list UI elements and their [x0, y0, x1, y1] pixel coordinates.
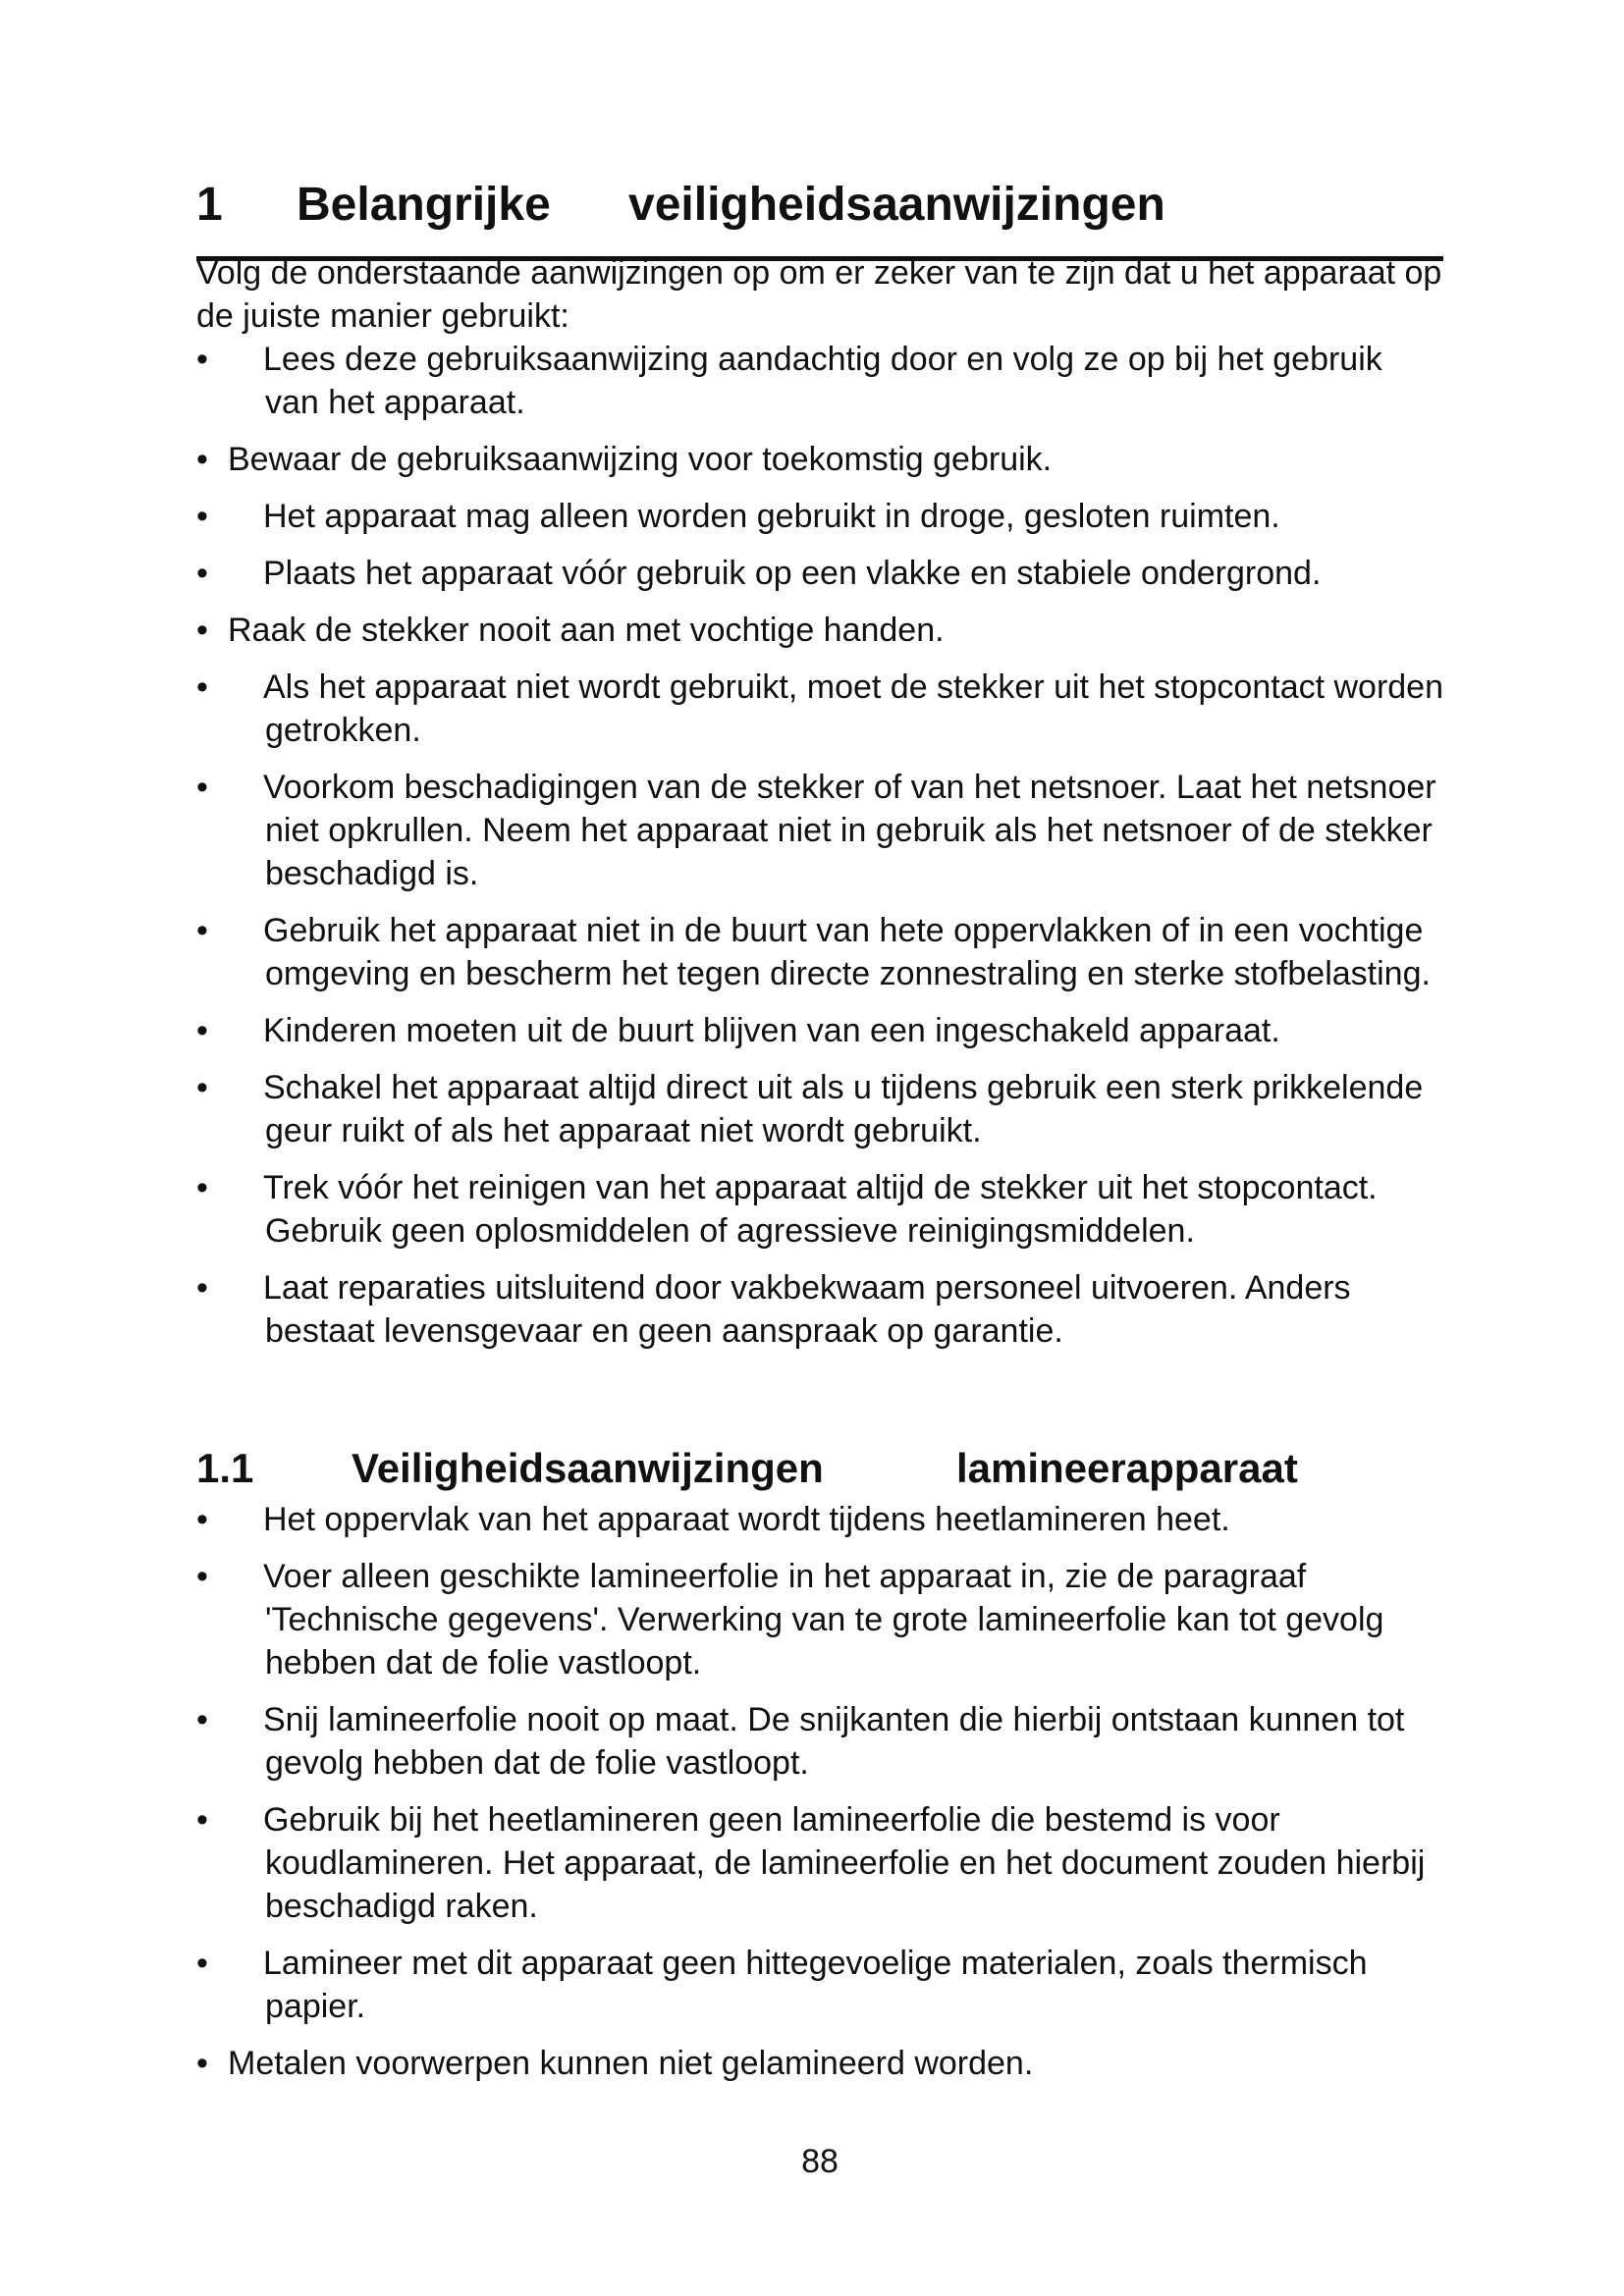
- list-item-text: Het apparaat mag alleen worden gebruikt in droge, gesloten ruimten.: [263, 498, 1280, 535]
- list-item-text: Als het apparaat niet wordt gebruikt, moet de stekker uit het stopcontact worden getrokken.: [263, 668, 1444, 749]
- list-item-text: Lamineer met dit apparaat geen hittegevoelige materialen, zoals thermisch papier.: [263, 1945, 1368, 2025]
- bullet-icon: •: [196, 668, 208, 706]
- list-item: [196, 1498, 1443, 1541]
- subsection-title-word-2: lamineerapparaat: [956, 1445, 1298, 1491]
- list-item: [196, 552, 1443, 595]
- list-item: [196, 1066, 1443, 1152]
- list-item-text: Gebruik bij het heetlamineren geen lamineerfolie die bestemd is voor koudlamineren. Het apparaat, de lamineerfolie en het document zouden hierbij beschadigd raken.: [263, 1801, 1426, 1925]
- laminator-safety-list: [196, 1498, 1443, 2085]
- subsection-title-word-1: Veiligheidsaanwijzingen: [352, 1445, 824, 1491]
- bullet-icon: •: [196, 1269, 208, 1307]
- list-item: [196, 495, 1443, 538]
- bullet-icon: •: [196, 912, 208, 949]
- list-item-text: Bewaar de gebruiksaanwijzing voor toekomstig gebruik.: [228, 441, 1053, 478]
- subsection-number: 1.1: [196, 1445, 254, 1491]
- list-item: [196, 438, 1443, 481]
- bullet-icon: •: [196, 1558, 208, 1595]
- list-item-text: Laat reparaties uitsluitend door vakbekwaam personeel uitvoeren. Anders bestaat levensgevaar en geen aanspraak op garantie.: [263, 1269, 1351, 1350]
- list-item: [196, 1942, 1443, 2028]
- list-item-text: Raak de stekker nooit aan met vochtige handen.: [228, 612, 945, 649]
- bullet-icon: •: [196, 498, 208, 535]
- list-item: [196, 2042, 1443, 2085]
- bullet-icon: •: [196, 341, 208, 378]
- section-title-word-1: Belangrijke: [297, 179, 551, 231]
- list-item-text: Het oppervlak van het apparaat wordt tijdens heetlamineren heet.: [263, 1501, 1230, 1538]
- intro-paragraph: Volg de onderstaande aanwijzingen op om er zeker van te zijn dat u het apparaat op de juiste manier gebruikt:: [196, 254, 1442, 335]
- section-number: 1: [196, 179, 223, 231]
- list-item-text: Snij lamineerfolie nooit op maat. De snijkanten die hierbij ontstaan kunnen tot gevolg hebben dat de folie vastloopt.: [263, 1701, 1405, 1782]
- section-title-word-2: veiligheidsaanwijzingen: [628, 179, 1165, 231]
- bullet-icon: •: [196, 555, 208, 592]
- list-item-text: Trek vóór het reinigen van het apparaat altijd de stekker uit het stopcontact. Gebruik geen oplosmiddelen of agressieve reinigingsmiddelen.: [263, 1169, 1378, 1250]
- list-item-text: Voer alleen geschikte lamineerfolie in het apparaat in, zie de paragraaf 'Technische gegevens'. Verwerking van te grote lamineerfolie kan tot gevolg hebben dat de folie vastloopt.: [263, 1558, 1384, 1682]
- list-item: [196, 1555, 1443, 1684]
- bullet-icon: •: [196, 1945, 208, 1982]
- bullet-icon: •: [196, 1801, 208, 1839]
- list-item: [196, 1698, 1443, 1785]
- list-item: [196, 1266, 1443, 1353]
- list-item: [196, 609, 1443, 652]
- list-item-text: Voorkom beschadigingen van de stekker of van het netsnoer. Laat het netsnoer niet opkrullen. Neem het apparaat niet in gebruik als het netsnoer of de stekker beschadigd is.: [263, 769, 1436, 892]
- list-item-text: Lees deze gebruiksaanwijzing aandachtig door en volg ze op bij het gebruik van het apparaat.: [263, 341, 1382, 421]
- bullet-icon: •: [196, 1701, 208, 1738]
- list-item-text: Gebruik het apparaat niet in de buurt van hete oppervlakken of in een vochtige omgeving en bescherm het tegen directe zonnestraling en sterke stofbelasting.: [263, 912, 1431, 992]
- list-item: [196, 909, 1443, 995]
- list-item: [196, 766, 1443, 895]
- section-heading: [196, 165, 1443, 261]
- list-item-text: Kinderen moeten uit de buurt blijven van een ingeschakeld apparaat.: [263, 1012, 1280, 1049]
- list-item-text: Plaats het apparaat vóór gebruik op een vlakke en stabiele ondergrond.: [263, 555, 1322, 592]
- bullet-icon: •: [196, 441, 208, 478]
- bullet-icon: •: [196, 1501, 208, 1538]
- bullet-icon: •: [196, 612, 208, 649]
- safety-list: [196, 338, 1443, 1353]
- bullet-icon: •: [196, 2045, 208, 2082]
- list-item: [196, 338, 1443, 424]
- bullet-icon: •: [196, 1069, 208, 1106]
- subsection-heading: [196, 1439, 1443, 1498]
- list-item-text: Metalen voorwerpen kunnen niet gelamineerd worden.: [228, 2045, 1034, 2082]
- list-item: [196, 1166, 1443, 1253]
- bullet-icon: •: [196, 769, 208, 806]
- document-page: [196, 0, 1443, 2296]
- list-item: [196, 666, 1443, 752]
- list-item: [196, 1009, 1443, 1052]
- list-item: [196, 1798, 1443, 1928]
- bullet-icon: •: [196, 1169, 208, 1206]
- list-item-text: Schakel het apparaat altijd direct uit als u tijdens gebruik een sterk prikkelende geur ruikt of als het apparaat niet wordt gebruikt.: [263, 1069, 1424, 1149]
- bullet-icon: •: [196, 1012, 208, 1049]
- page-number: 88: [801, 2143, 839, 2180]
